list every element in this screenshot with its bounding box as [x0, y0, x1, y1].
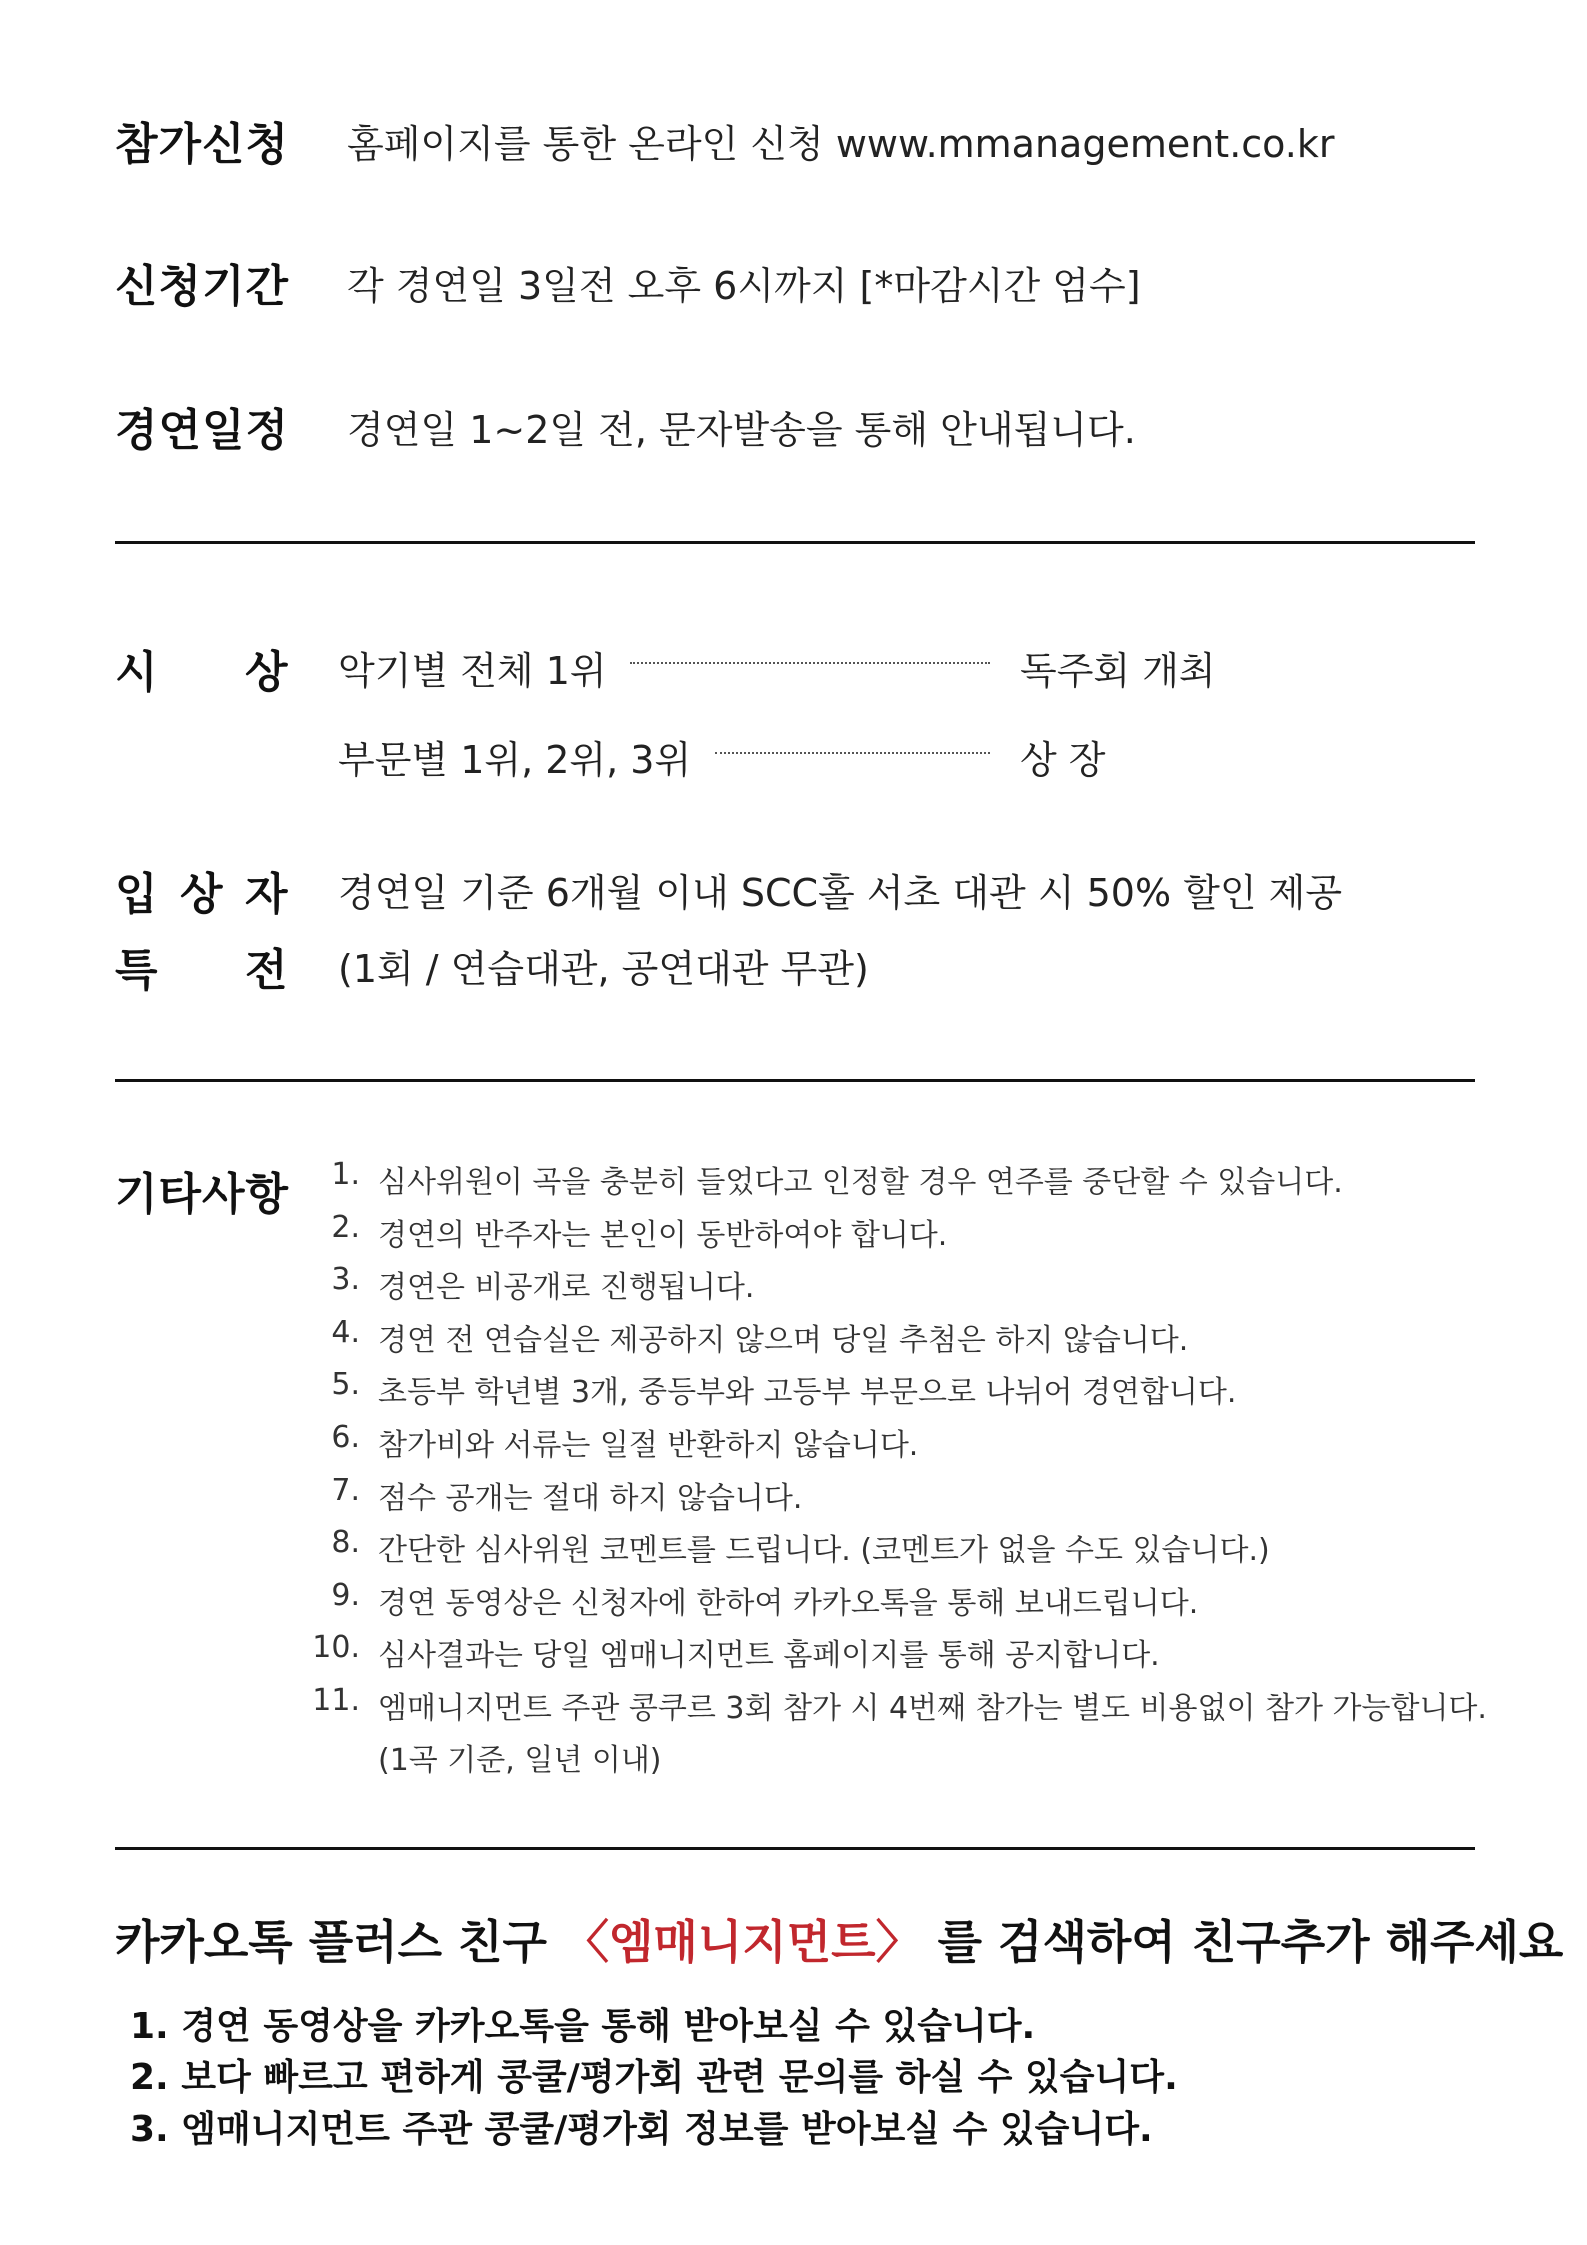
- note-item-4: 경연 전 연습실은 제공하지 않으며 당일 추첨은 하지 않습니다.: [378, 1323, 1189, 1358]
- awards-label-left: 시: [115, 647, 159, 698]
- note-item-8: 간단한 심사위원 코멘트를 드립니다. (코멘트가 없을 수도 있습니다.): [378, 1533, 1270, 1568]
- benefit-label-1a: 입: [115, 869, 159, 920]
- note-item-3-number: 3.: [331, 1262, 360, 1297]
- note-item-1: 심사위원이 곡을 충분히 들었다고 인정할 경우 연주를 중단할 수 있습니다.: [378, 1165, 1343, 1200]
- awards-label-right: 상: [245, 647, 289, 698]
- note-item-10-number: 10.: [312, 1630, 360, 1665]
- apply-value: 홈페이지를 통한 온라인 신청 www.mmanagement.co.kr: [347, 122, 1335, 166]
- note-item-6: 참가비와 서류는 일절 반환하지 않습니다.: [378, 1428, 919, 1463]
- award-item-1: 악기별 전체 1위: [338, 649, 607, 693]
- note-item-1-number: 1.: [331, 1157, 360, 1192]
- divider-2: [115, 1079, 1475, 1082]
- note-item-8-number: 8.: [331, 1525, 360, 1560]
- benefit-label-1c: 자: [245, 869, 289, 920]
- schedule-value: 경연일 1~2일 전, 문자발송을 통해 안내됩니다.: [347, 408, 1136, 452]
- kakao-heading-post: 를 검색하여 친구추가 해주세요: [921, 1915, 1564, 1969]
- leader-dots-2: [715, 752, 990, 754]
- benefit-line-2: (1회 / 연습대관, 공연대관 무관): [338, 947, 869, 991]
- kakao-item-2: 2. 보다 빠르고 편하게 콩쿨/평가회 관련 문의를 하실 수 있습니다.: [130, 2057, 1178, 2098]
- divider-1: [115, 541, 1475, 544]
- note-item-7: 점수 공개는 절대 하지 않습니다.: [378, 1481, 803, 1516]
- note-item-10: 심사결과는 당일 엠매니지먼트 홈페이지를 통해 공지합니다.: [378, 1638, 1160, 1673]
- benefit-label-2a: 특: [115, 945, 159, 996]
- note-item-2: 경연의 반주자는 본인이 동반하여야 합니다.: [378, 1218, 948, 1253]
- note-item-11-number: 11.: [312, 1683, 360, 1718]
- benefit-label-1b: 상: [180, 869, 224, 920]
- kakao-heading-pre: 카카오톡 플러스 친구: [115, 1915, 563, 1969]
- award-prize-2: 상 장: [1020, 738, 1106, 782]
- divider-3: [115, 1847, 1475, 1850]
- note-item-5: 초등부 학년별 3개, 중등부와 고등부 부문으로 나뉘어 경연합니다.: [378, 1375, 1237, 1410]
- leader-dots-1: [630, 662, 990, 664]
- note-item-6-number: 6.: [331, 1420, 360, 1455]
- note-item-11-continued: (1곡 기준, 일년 이내): [378, 1743, 662, 1778]
- note-item-3: 경연은 비공개로 진행됩니다.: [378, 1270, 755, 1305]
- benefit-line-1: 경연일 기준 6개월 이내 SCC홀 서초 대관 시 50% 할인 제공: [338, 871, 1343, 915]
- schedule-label: 경연일정: [115, 405, 290, 456]
- period-value: 각 경연일 3일전 오후 6시까지 [*마감시간 엄수]: [347, 264, 1141, 308]
- note-item-2-number: 2.: [331, 1210, 360, 1245]
- note-item-9: 경연 동영상은 신청자에 한하여 카카오톡을 통해 보내드립니다.: [378, 1586, 1199, 1621]
- award-item-2: 부문별 1위, 2위, 3위: [338, 738, 692, 782]
- note-item-5-number: 5.: [331, 1367, 360, 1402]
- note-item-11: 엠매니지먼트 주관 콩쿠르 3회 참가 시 4번째 참가는 별도 비용없이 참가 가능합니다.: [378, 1691, 1487, 1726]
- kakao-item-1: 1. 경연 동영상을 카카오톡을 통해 받아보실 수 있습니다.: [130, 2006, 1036, 2047]
- award-prize-1: 독주회 개최: [1020, 649, 1216, 693]
- kakao-heading-channel: 〈엠매니지먼트〉: [562, 1915, 922, 1969]
- note-item-7-number: 7.: [331, 1473, 360, 1508]
- notes-label: 기타사항: [115, 1169, 290, 1220]
- note-item-4-number: 4.: [331, 1315, 360, 1350]
- note-item-9-number: 9.: [331, 1578, 360, 1613]
- period-label: 신청기간: [115, 261, 290, 312]
- benefit-label-2b: 전: [245, 945, 289, 996]
- kakao-heading: [115, 1906, 1563, 1972]
- apply-label: 참가신청: [115, 119, 290, 170]
- kakao-item-3: 3. 엠매니지먼트 주관 콩쿨/평가회 정보를 받아보실 수 있습니다.: [130, 2109, 1153, 2150]
